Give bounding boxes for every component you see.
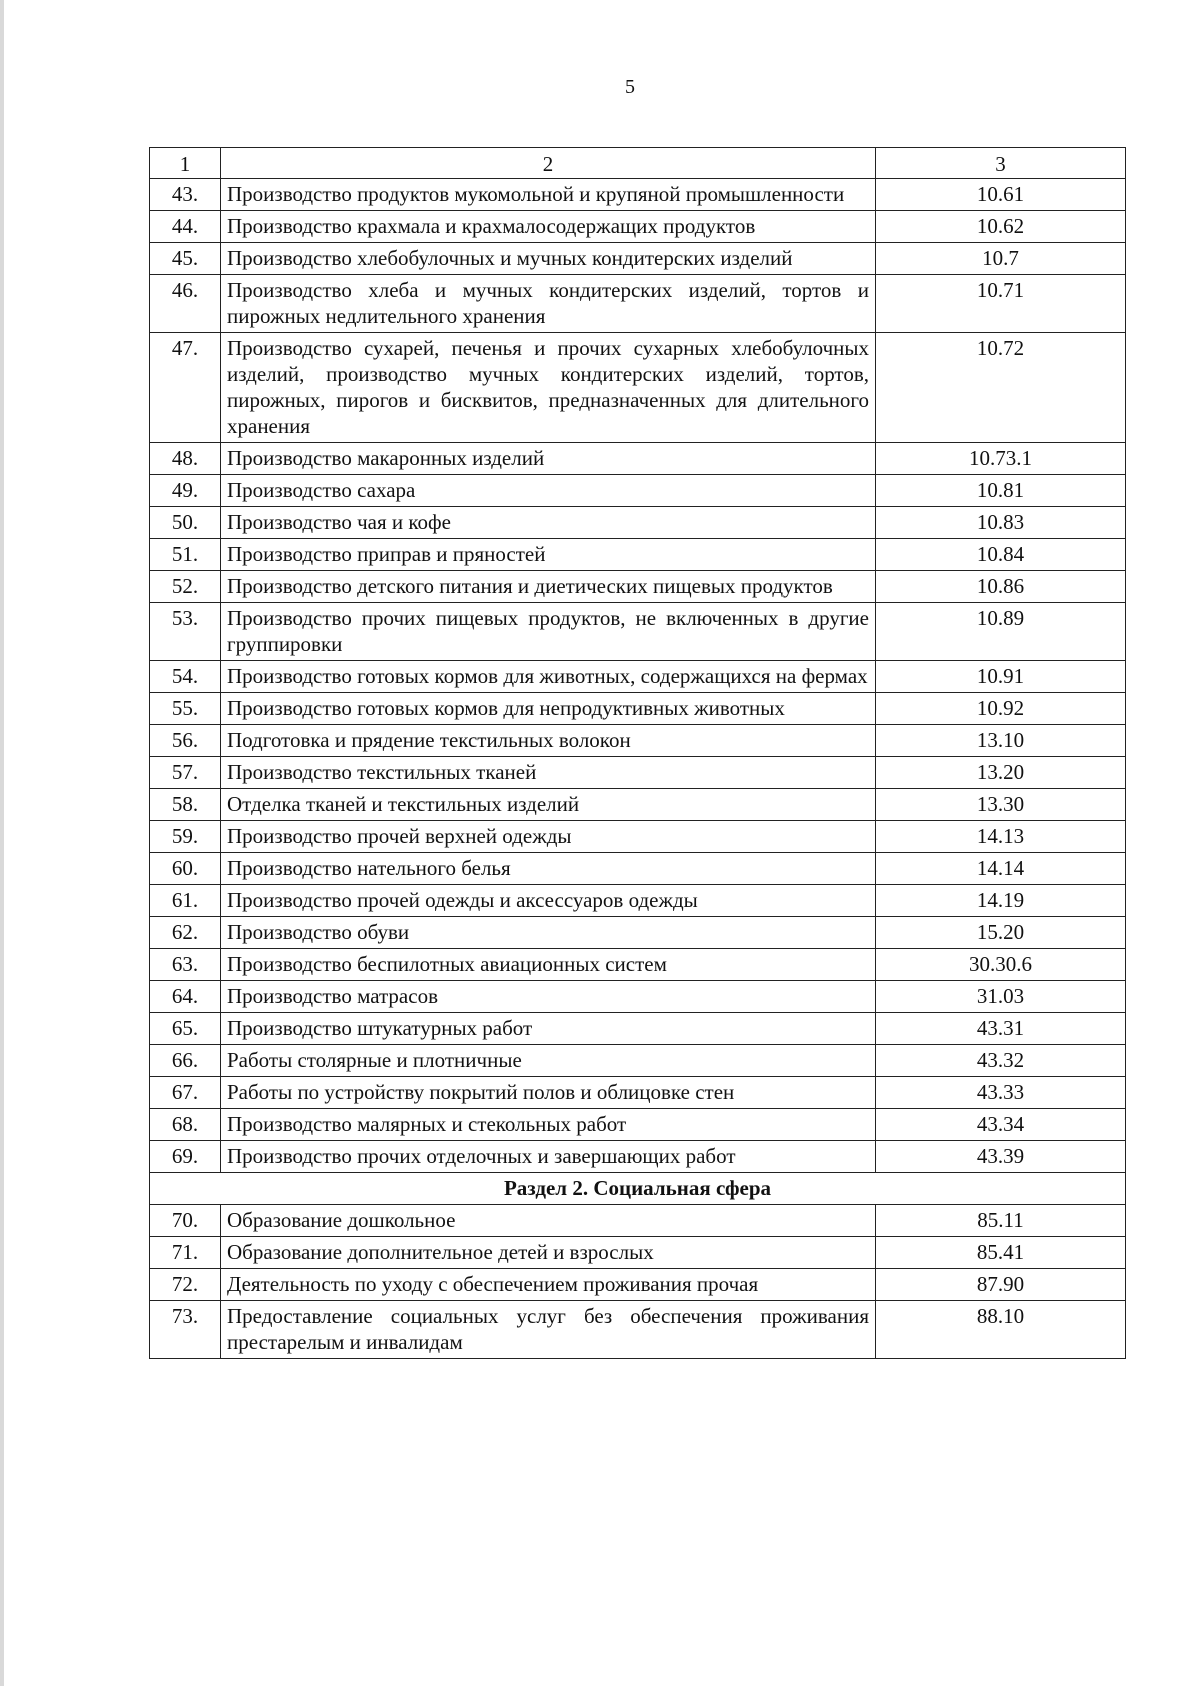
activity-name: Производство сухарей, печенья и прочих сухарных хлебобулочных изделий, производство мучных кондитерских изделий, тортов, пирожных, пирогов и бисквитов, предназначенных для длительного хранения xyxy=(221,333,876,443)
row-number: 61. xyxy=(150,885,221,917)
activity-name: Производство сахара xyxy=(221,475,876,507)
header-cell-name: 2 xyxy=(221,148,876,179)
section-title: Раздел 2. Социальная сфера xyxy=(150,1173,1126,1205)
okved-code: 43.34 xyxy=(876,1109,1126,1141)
activity-name: Производство текстильных тканей xyxy=(221,757,876,789)
table-row xyxy=(150,949,1126,981)
activity-name: Производство крахмала и крахмалосодержащих продуктов xyxy=(221,211,876,243)
row-number: 65. xyxy=(150,1013,221,1045)
row-number: 58. xyxy=(150,789,221,821)
row-number: 69. xyxy=(150,1141,221,1173)
table-row xyxy=(150,507,1126,539)
table-row xyxy=(150,1301,1126,1359)
activity-name: Производство беспилотных авиационных систем xyxy=(221,949,876,981)
row-number: 60. xyxy=(150,853,221,885)
okved-code: 10.92 xyxy=(876,693,1126,725)
activity-name: Производство малярных и стекольных работ xyxy=(221,1109,876,1141)
row-number: 50. xyxy=(150,507,221,539)
activity-name: Работы по устройству покрытий полов и облицовке стен xyxy=(221,1077,876,1109)
table-row xyxy=(150,1013,1126,1045)
okved-code: 13.20 xyxy=(876,757,1126,789)
activity-name: Производство детского питания и диетических пищевых продуктов xyxy=(221,571,876,603)
activity-name: Производство прочих пищевых продуктов, не включенных в другие группировки xyxy=(221,603,876,661)
row-number: 70. xyxy=(150,1205,221,1237)
okved-code: 10.73.1 xyxy=(876,443,1126,475)
row-number: 67. xyxy=(150,1077,221,1109)
row-number: 48. xyxy=(150,443,221,475)
okved-code: 10.91 xyxy=(876,661,1126,693)
okved-code: 85.41 xyxy=(876,1237,1126,1269)
header-cell-code: 3 xyxy=(876,148,1126,179)
okved-code: 15.20 xyxy=(876,917,1126,949)
table-row xyxy=(150,1205,1126,1237)
activity-name: Производство матрасов xyxy=(221,981,876,1013)
okved-code: 10.86 xyxy=(876,571,1126,603)
row-number: 55. xyxy=(150,693,221,725)
activity-table-body xyxy=(150,148,1126,1359)
table-row xyxy=(150,333,1126,443)
activity-name: Отделка тканей и текстильных изделий xyxy=(221,789,876,821)
table-row xyxy=(150,179,1126,211)
section-row xyxy=(150,1173,1126,1205)
okved-code: 10.71 xyxy=(876,275,1126,333)
okved-code: 85.11 xyxy=(876,1205,1126,1237)
table-row xyxy=(150,443,1126,475)
row-number: 68. xyxy=(150,1109,221,1141)
activity-name: Производство готовых кормов для животных, содержащихся на фермах xyxy=(221,661,876,693)
okved-code: 43.32 xyxy=(876,1045,1126,1077)
row-number: 59. xyxy=(150,821,221,853)
row-number: 57. xyxy=(150,757,221,789)
row-number: 43. xyxy=(150,179,221,211)
okved-code: 30.30.6 xyxy=(876,949,1126,981)
activity-name: Производство нательного белья xyxy=(221,853,876,885)
activity-name: Производство прочих отделочных и завершающих работ xyxy=(221,1141,876,1173)
table-row xyxy=(150,981,1126,1013)
row-number: 56. xyxy=(150,725,221,757)
activity-name: Образование дошкольное xyxy=(221,1205,876,1237)
activity-table-container xyxy=(149,147,1125,1359)
okved-code: 10.84 xyxy=(876,539,1126,571)
table-row xyxy=(150,693,1126,725)
row-number: 71. xyxy=(150,1237,221,1269)
okved-code: 14.14 xyxy=(876,853,1126,885)
header-cell-number: 1 xyxy=(150,148,221,179)
okved-code: 31.03 xyxy=(876,981,1126,1013)
activity-name: Предоставление социальных услуг без обеспечения проживания престарелым и инвалидам xyxy=(221,1301,876,1359)
table-row xyxy=(150,243,1126,275)
okved-code: 10.83 xyxy=(876,507,1126,539)
table-row xyxy=(150,603,1126,661)
row-number: 49. xyxy=(150,475,221,507)
table-row xyxy=(150,539,1126,571)
row-number: 47. xyxy=(150,333,221,443)
table-row xyxy=(150,789,1126,821)
activity-name: Производство приправ и пряностей xyxy=(221,539,876,571)
table-row xyxy=(150,1045,1126,1077)
row-number: 73. xyxy=(150,1301,221,1359)
okved-code: 10.89 xyxy=(876,603,1126,661)
table-row xyxy=(150,821,1126,853)
activity-name: Деятельность по уходу с обеспечением проживания прочая xyxy=(221,1269,876,1301)
activity-name: Производство хлебобулочных и мучных кондитерских изделий xyxy=(221,243,876,275)
okved-code: 13.10 xyxy=(876,725,1126,757)
okved-code: 14.13 xyxy=(876,821,1126,853)
okved-code: 10.72 xyxy=(876,333,1126,443)
okved-code: 87.90 xyxy=(876,1269,1126,1301)
activity-name: Производство штукатурных работ xyxy=(221,1013,876,1045)
okved-code: 10.7 xyxy=(876,243,1126,275)
scan-edge xyxy=(0,0,4,1686)
okved-code: 43.31 xyxy=(876,1013,1126,1045)
table-row xyxy=(150,1141,1126,1173)
table-row xyxy=(150,211,1126,243)
row-number: 52. xyxy=(150,571,221,603)
table-row xyxy=(150,275,1126,333)
table-row xyxy=(150,885,1126,917)
row-number: 66. xyxy=(150,1045,221,1077)
okved-code: 43.33 xyxy=(876,1077,1126,1109)
activity-name: Производство продуктов мукомольной и крупяной промышленности xyxy=(221,179,876,211)
table-row xyxy=(150,725,1126,757)
okved-code: 10.81 xyxy=(876,475,1126,507)
activity-name: Производство обуви xyxy=(221,917,876,949)
activity-name: Производство готовых кормов для непродуктивных животных xyxy=(221,693,876,725)
activity-table xyxy=(149,147,1126,1359)
table-row xyxy=(150,1269,1126,1301)
activity-name: Подготовка и прядение текстильных волокон xyxy=(221,725,876,757)
row-number: 62. xyxy=(150,917,221,949)
okved-code: 14.19 xyxy=(876,885,1126,917)
activity-name: Производство макаронных изделий xyxy=(221,443,876,475)
page-number: 5 xyxy=(625,76,635,98)
activity-name: Производство чая и кофе xyxy=(221,507,876,539)
okved-code: 10.61 xyxy=(876,179,1126,211)
activity-name: Работы столярные и плотничные xyxy=(221,1045,876,1077)
table-row xyxy=(150,661,1126,693)
okved-code: 13.30 xyxy=(876,789,1126,821)
row-number: 72. xyxy=(150,1269,221,1301)
table-row xyxy=(150,917,1126,949)
row-number: 44. xyxy=(150,211,221,243)
table-row xyxy=(150,757,1126,789)
activity-name: Образование дополнительное детей и взрослых xyxy=(221,1237,876,1269)
row-number: 53. xyxy=(150,603,221,661)
table-row xyxy=(150,1109,1126,1141)
table-row xyxy=(150,1237,1126,1269)
activity-name: Производство прочей верхней одежды xyxy=(221,821,876,853)
okved-code: 88.10 xyxy=(876,1301,1126,1359)
okved-code: 43.39 xyxy=(876,1141,1126,1173)
row-number: 63. xyxy=(150,949,221,981)
row-number: 64. xyxy=(150,981,221,1013)
table-header-row xyxy=(150,148,1126,179)
table-row xyxy=(150,475,1126,507)
okved-code: 10.62 xyxy=(876,211,1126,243)
row-number: 45. xyxy=(150,243,221,275)
row-number: 51. xyxy=(150,539,221,571)
table-row xyxy=(150,853,1126,885)
row-number: 46. xyxy=(150,275,221,333)
row-number: 54. xyxy=(150,661,221,693)
table-row xyxy=(150,1077,1126,1109)
table-row xyxy=(150,571,1126,603)
activity-name: Производство хлеба и мучных кондитерских изделий, тортов и пирожных недлительного хранения xyxy=(221,275,876,333)
activity-name: Производство прочей одежды и аксессуаров одежды xyxy=(221,885,876,917)
